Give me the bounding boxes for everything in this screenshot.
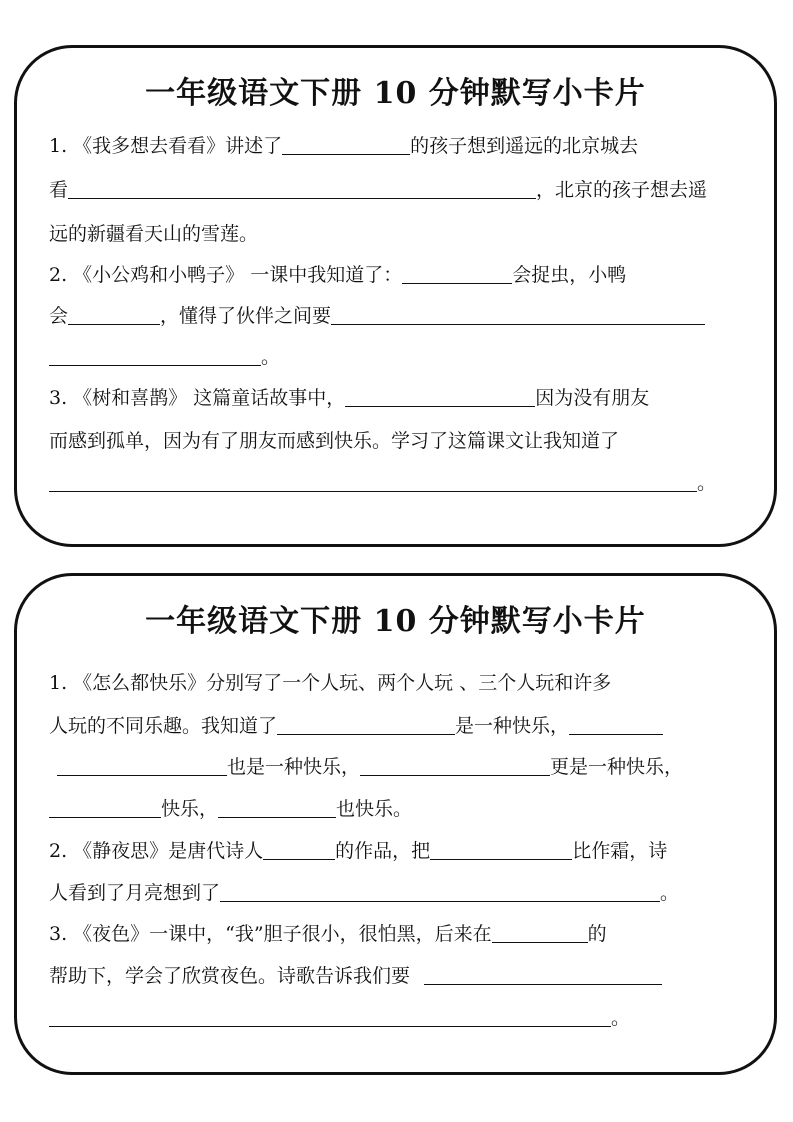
blank-line[interactable] [282, 134, 410, 155]
blank-line[interactable] [569, 714, 663, 735]
blank-line[interactable] [492, 922, 588, 943]
blank-line[interactable] [68, 304, 160, 325]
blank-line[interactable] [57, 755, 227, 776]
blank-line[interactable] [49, 1006, 611, 1027]
text-line: 。 [49, 468, 756, 498]
text-line: 帮助下，学会了欣赏夜色。诗歌告诉我们要 [49, 961, 756, 991]
blank-line[interactable] [430, 839, 572, 860]
text-line: 3. 《树和喜鹊》 这篇童话故事中， 因为没有朋友 [49, 387, 650, 409]
blank-line[interactable] [424, 964, 662, 985]
dictation-card-1 [14, 45, 777, 547]
text-line: 3. 《夜色》一课中，“我”胆子很小，很怕黑，后来在 的 [49, 923, 607, 945]
blank-line[interactable] [345, 386, 535, 407]
text-line: 远的新疆看天山的雪莲。 [49, 223, 259, 245]
text-line: 会 ，懂得了伙伴之间要 [49, 301, 756, 331]
text-line: 2. 《小公鸡和小鸭子》 一课中我知道了： 会捉虫，小鸭 [49, 264, 627, 286]
blank-line[interactable] [220, 881, 660, 902]
blank-line[interactable] [263, 839, 335, 860]
blank-line[interactable] [68, 178, 536, 199]
text-line: 人玩的不同乐趣。我知道了 是一种快乐， [49, 711, 756, 741]
text-line: 。 [49, 342, 756, 372]
blank-line[interactable] [402, 263, 512, 284]
text-line: 人看到了月亮想到了 。 [49, 882, 680, 904]
blank-line[interactable] [218, 797, 336, 818]
blank-line[interactable] [49, 345, 261, 366]
blank-line[interactable] [49, 797, 161, 818]
blank-line[interactable] [331, 304, 705, 325]
text-line: 1. 《我多想去看看》讲述了 的孩子想到遥远的北京城去 [49, 135, 639, 157]
text-line: 也是一种快乐， 更是一种快乐， [49, 752, 756, 782]
blank-line[interactable] [277, 714, 455, 735]
blank-line[interactable] [360, 755, 550, 776]
card-title: 一年级语文下册 10 分钟默写小卡片 [145, 76, 646, 111]
card-title: 一年级语文下册 10 分钟默写小卡片 [145, 604, 646, 639]
dictation-card-2 [14, 573, 777, 1075]
blank-line[interactable] [49, 471, 697, 492]
text-line: 2. 《静夜思》是唐代诗人 的作品，把 比作霜，诗 [49, 840, 668, 862]
text-line: 。 [49, 1003, 756, 1033]
text-line: 快乐， 也快乐。 [49, 794, 756, 824]
text-line: 而感到孤单，因为有了朋友而感到快乐。学习了这篇课文让我知道了 [49, 430, 620, 452]
text-line: 看 ，北京的孩子想去遥 [49, 179, 708, 201]
text-line: 1. 《怎么都快乐》分别写了一个人玩、两个人玩 、三个人玩和许多 [49, 672, 612, 694]
